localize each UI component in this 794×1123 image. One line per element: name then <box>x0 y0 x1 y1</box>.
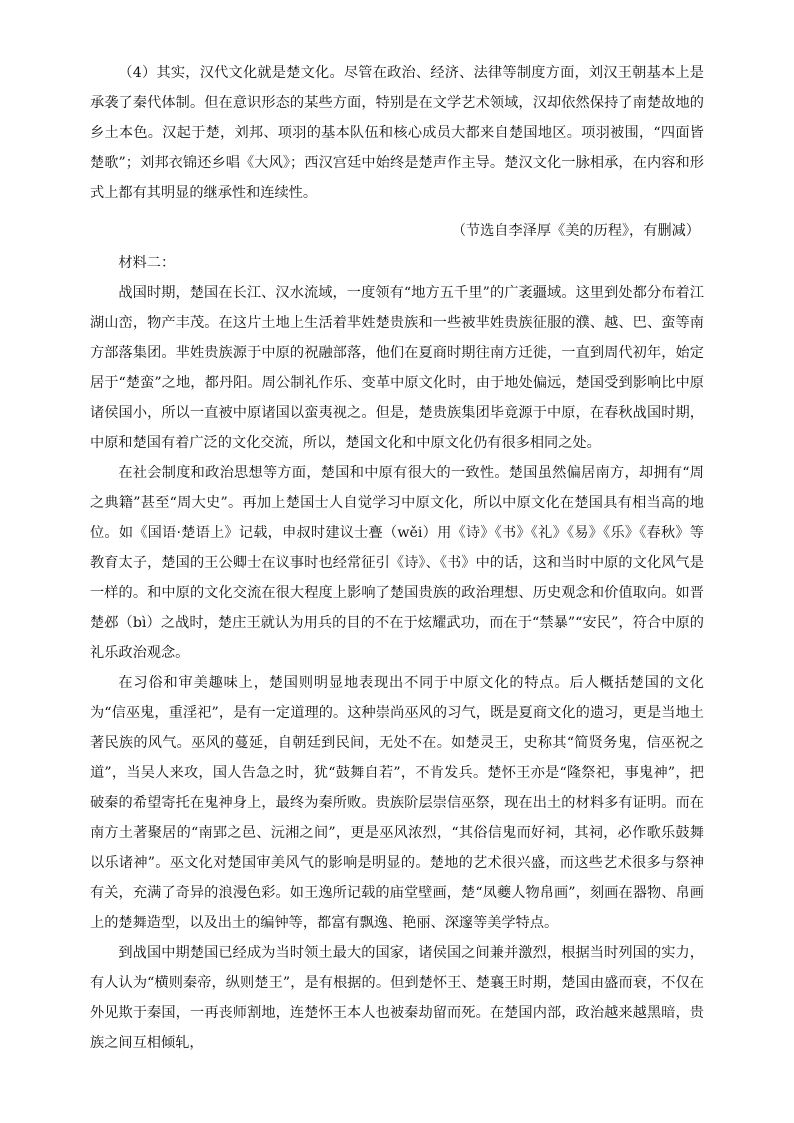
paragraph-4: （4）其实，汉代文化就是楚文化。尽管在政治、经济、法律等制度方面，刘汉王朝基本上是承袭了秦代体制。但在意识形态的某些方面，特别是在文学艺术领域，汉却依然保持了南楚故地的乡土本色。汉起于楚，刘邦、项羽的基本队伍和核心成员大都来自楚国地区。项羽被围，“四面皆楚歌”；刘邦衣锦还乡唱《大风》；西汉宫廷中始终是楚声作主导。楚汉文化一脉相承，在内容和形式上都有其明显的继承性和连续性。 <box>90 65 704 201</box>
material-two-paragraph-4: 到战国中期楚国已经成为当时领土最大的国家，诸侯国之间兼并激烈，根据当时列国的实力，有人认为“横则秦帝，纵则楚王”，是有根据的。但到楚怀王、楚襄王时期，楚国由盛而衰，不仅在外见欺于秦国，一再丧师割地，连楚怀王本人也被秦劫留而死。在楚国内部，政治越来越黑暗，贵族之间互相倾轧， <box>90 945 704 1051</box>
material-two-paragraph-2: 在社会制度和政治思想等方面，楚国和中原有很大的一致性。楚国虽然偏居南方，却拥有“周之典籍”甚至“周大史”。再加上楚国士人自觉学习中原文化，所以中原文化在楚国具有相当高的地位。如《国语·楚语上》记载，申叔时建议士亹（wěi）用《诗》《书》《礼》《易》《乐》《春秋》等教育太子，楚国的王公卿士在议事时也经常征引《诗》、《书》中的话，这和当时中原的文化风气是一样的。和中原的文化交流在很大程度上影响了楚国贵族的政治理想、历史观念和价值取向。如晋楚邲（bì）之战时，楚庄王就认为用兵的目的不在于炫耀武功，而在于“禁暴”“安民”，符合中原的礼乐政治观念。 <box>90 465 704 661</box>
material-two-paragraph-3: 在习俗和审美趣味上，楚国则明显地表现出不同于中原文化的特点。后人概括楚国的文化为“信巫鬼，重淫祀”，是有一定道理的。这种崇尚巫风的习气，既是夏商文化的遗习，更是当地土著民族的风气。巫风的蔓延，自朝廷到民间，无处不在。如楚灵王，史称其“简贤务鬼，信巫祝之道”，当吴人来攻，国人告急之时，犹“鼓舞自若”，不肯发兵。楚怀王亦是“隆祭祀，事鬼神”，把破秦的希望寄托在鬼神身上，最终为秦所败。贵族阶层崇信巫祭，现在出土的材料多有证明。而在南方土著聚居的“南郢之邑、沅湘之间”，更是巫风浓烈，“其俗信鬼而好祠，其祠，必作歌乐鼓舞以乐诸神”。巫文化对楚国审美风气的影响是明显的。楚地的艺术很兴盛，而这些艺术很多与祭神有关，充满了奇异的浪漫色彩。如王逸所记载的庙堂壁画，楚“凤夔人物帛画”，刻画在器物、帛画上的楚舞造型，以及出土的编钟等，都富有飘逸、艳丽、深邃等美学特点。 <box>90 675 704 931</box>
source-citation: （节选自李泽厚《美的历程》，有删减） <box>451 223 700 239</box>
material-two-heading: 材料二： <box>118 255 176 271</box>
material-two-paragraph-1: 战国时期，楚国在长江、汉水流域，一度领有“地方五千里”的广袤疆域。这里到处都分布着江湖山峦，物产丰茂。在这片土地上生活着芈姓楚贵族和一些被芈姓贵族征服的濮、越、巴、蛮等南方部落集团。芈姓贵族源于中原的祝融部落，他们在夏商时期往南方迁徙，一直到周代初年，始定居于“楚蛮”之地，都丹阳。周公制礼作乐、变革中原文化时，由于地处偏远，楚国受到影响比中原诸侯国小，所以一直被中原诸国以蛮夷视之。但是，楚贵族集团毕竟源于中原，在春秋战国时期，中原和楚国有着广泛的文化交流，所以，楚国文化和中原文化仍有很多相同之处。 <box>90 285 704 451</box>
